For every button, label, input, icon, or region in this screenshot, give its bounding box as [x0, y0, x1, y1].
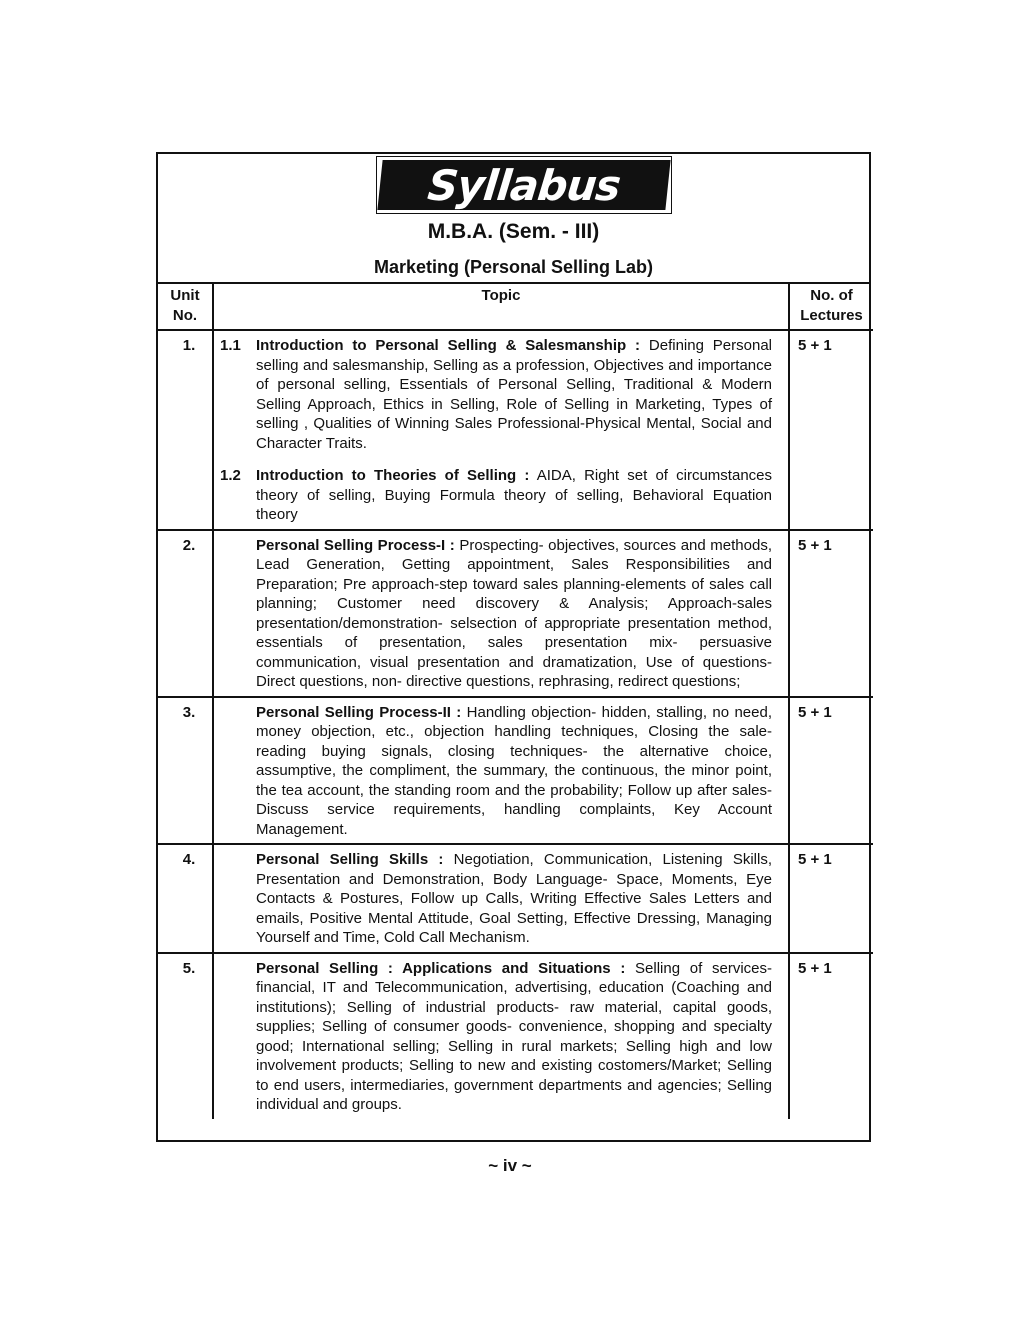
topic-item-text	[256, 336, 772, 453]
topic-item-number	[220, 703, 256, 840]
topic-item-description: Defining Personal selling and salesmanship, Selling as a profession, Objectives and importance of personal selling, Essentials of Personal Selling, Traditional & Modern Selling Approach, Ethics in Selling, Role of Selling in Marketing, Types of selling , Qualities of Winning Sales Professional-Physical Mental, Social and Character Traits.	[256, 337, 773, 452]
topic-item-description: Prospecting- objectives, sources and methods, Lead Generation, Getting appointment, Sales Responsibilities and Preparation; Pre approach-step toward sales planning-elements of sales call planning; Customer need discovery & Analysis; Approach-sales presentation/demonstration- selsection of appropriate presentation method, essentials of presentation, sales presentation mix- persuasive communication, visual presentation and dramatization, Use of questions- Direct questions, non- directive questions, rephrasing, redirect questions;	[256, 536, 772, 690]
topic-cell	[213, 697, 789, 845]
topic-item-number	[220, 959, 256, 1115]
topic-item-title: Introduction to Theories of Selling :	[256, 467, 530, 484]
topic-item	[220, 466, 772, 525]
header-unit-line-1: Unit	[170, 287, 200, 304]
header-lectures	[789, 284, 873, 330]
unit-number: 3.	[158, 697, 213, 845]
table-row	[158, 530, 873, 697]
table-row	[158, 953, 873, 1119]
topic-cell	[213, 844, 789, 953]
unit-number: 1.	[158, 330, 213, 530]
syllabus-logo-text: Syllabus	[377, 160, 670, 210]
page-number: ~ iv ~	[488, 1156, 532, 1175]
course-title: Marketing (Personal Selling Lab)	[373, 257, 654, 277]
header-lectures-line-2: Lectures	[800, 307, 863, 324]
topic-item-title: Introduction to Personal Selling & Salesmanship :	[256, 337, 641, 354]
topic-item	[220, 959, 772, 1115]
topic-item	[220, 536, 772, 692]
lecture-count: 5 + 1	[798, 959, 832, 977]
topic-item-text	[256, 466, 772, 525]
syllabus-frame	[156, 152, 871, 1142]
lecture-count: 5 + 1	[789, 844, 873, 953]
topic-item-description: AIDA, Right set of circumstances theory of selling, Buying Formula theory of selling, Behavioral Equation theory	[256, 467, 772, 523]
topic-cell	[213, 330, 789, 530]
topic-cell	[213, 530, 789, 697]
unit-number: 4.	[158, 844, 213, 953]
topic-item	[220, 850, 772, 948]
header-topic: Topic	[213, 284, 789, 330]
lecture-count: 5 + 1	[789, 330, 873, 530]
topic-item	[220, 703, 772, 840]
topic-item-title: Personal Selling Skills :	[256, 851, 444, 868]
unit-number: 5.	[158, 953, 213, 1119]
table-row	[158, 330, 873, 530]
table-header-row	[158, 284, 873, 330]
topic-item-number	[220, 536, 256, 692]
lecture-count: 5 + 1	[789, 697, 873, 845]
syllabus-logo	[376, 156, 672, 214]
topic-item-text	[256, 536, 772, 692]
topic-item-description: Selling of services- financial, IT and Telecommunication, advertising, education (Coaching and institutions); Selling of industrial products- raw material, capital goods, supplies; Selling of consumer goods- convenience, shopping and specialty good; International selling; Selling in rural markets; Selling high and low involvement products; Selling to new and existing costomers/Market; Selling to end users, intermediaries, government departments and agencies; Selling individual and groups.	[256, 959, 772, 1113]
topic-item-title: Personal Selling Process-II :	[256, 703, 462, 721]
syllabus-header	[158, 154, 869, 284]
syllabus-rows	[158, 330, 873, 1119]
topic-item-number: 1.2	[220, 467, 241, 484]
syllabus-table	[158, 284, 873, 1119]
topic-item-number	[220, 850, 256, 948]
header-unit-line-2: No.	[172, 307, 198, 324]
topic-item-text	[256, 850, 772, 948]
topic-item-number: 1.1	[220, 337, 241, 354]
header-lectures-line-1: No. of	[810, 287, 853, 304]
topic-item-title: Personal Selling : Applications and Situations :	[256, 959, 626, 977]
topic-item-text	[256, 703, 772, 840]
table-row	[158, 844, 873, 953]
lecture-count: 5 + 1	[789, 530, 873, 697]
topic-item	[220, 336, 772, 453]
topic-item-text	[256, 959, 772, 1115]
topic-cell	[213, 953, 789, 1119]
unit-number: 2.	[158, 530, 213, 697]
topic-item-description: Negotiation, Communication, Listening Skills, Presentation and Demonstration, Body Language- Space, Moments, Eye Contacts & Postures, Follow up Calls, Writing Effective Sales Letters and emails, Positive Mental Attitude, Goal Setting, Effective Dressing, Managing Yourself and Time, Cold Call Mechanism.	[256, 851, 772, 946]
topic-item-title: Personal Selling Process-I :	[256, 536, 455, 554]
table-row	[158, 697, 873, 845]
topic-item-description: Handling objection- hidden, stalling, no need, money objection, etc., objection handling techniques, Closing the sale- reading buying signals, closing techniques- the alternative choice, assumptive, the compliment, the summary, the continuous, the minor point, the tea account, the standing room and the probability; Follow up after sales- Discuss service requirements, handling complaints, Key Account Management.	[256, 703, 772, 838]
program-title: M.B.A. (Sem. - III)	[427, 220, 600, 243]
header-unit-no	[158, 284, 213, 330]
